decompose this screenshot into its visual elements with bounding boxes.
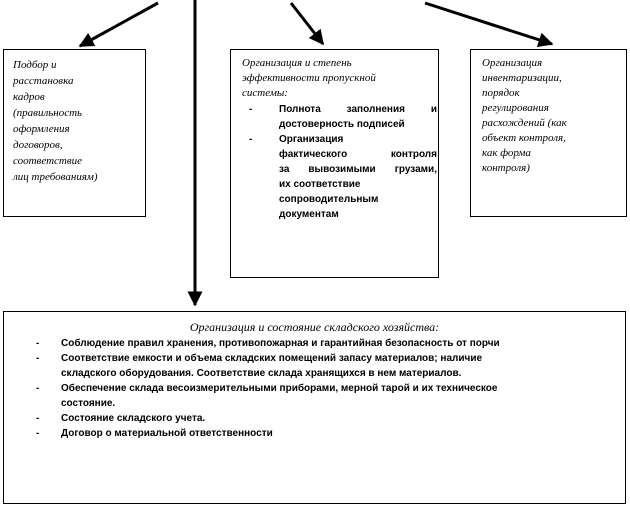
list-dash: - — [36, 428, 40, 439]
list-item — [36, 411, 606, 426]
text-line: порядок — [482, 87, 520, 99]
inventory-text — [482, 56, 622, 176]
text-line: Организация — [482, 57, 543, 69]
list-dash: - — [36, 338, 40, 349]
list-dash: - — [36, 353, 40, 364]
text-line: кадров — [13, 91, 45, 103]
text-line: расхождений (как — [482, 117, 567, 129]
text-line: эффективности пропускной — [242, 72, 376, 84]
text-line: достоверность подписей — [279, 119, 405, 130]
text-line: Соблюдение правил хранения, противопожарная и гарантийная безопасность от порчи — [61, 338, 500, 349]
list-item — [36, 351, 606, 381]
text-line: Подбор и — [13, 59, 57, 71]
throughput-system-title — [242, 56, 434, 101]
text-line: Соответствие емкости и объема складских помещений запасу материалов; наличие — [61, 353, 483, 364]
arrow-to-staff-box — [80, 3, 158, 46]
inventory-box — [470, 49, 627, 217]
text-line: регулирования — [482, 102, 549, 114]
text-line: документам — [279, 209, 339, 220]
list-item — [36, 336, 606, 351]
throughput-system-box — [230, 49, 439, 278]
list-dash: - — [36, 413, 40, 424]
text-line: как форма — [482, 147, 531, 159]
text-line: их соответствие — [279, 179, 361, 190]
text-line: складского оборудования. Соответствие склада хранящихся в нем материалов. — [61, 368, 462, 379]
arrow-to-inventory-box — [425, 3, 552, 44]
arrow-to-throughput-box — [291, 3, 323, 44]
text-line: сопроводительным — [279, 194, 379, 205]
text-line: оформления — [13, 123, 70, 135]
staff-selection-text — [13, 57, 141, 185]
text-line: фактического контроля — [279, 149, 437, 160]
text-line: лиц требованиям) — [13, 171, 98, 183]
list-item — [36, 381, 606, 411]
list-dash: - — [36, 383, 40, 394]
text-line: договоров, — [13, 139, 63, 151]
list-item — [36, 426, 606, 441]
staff-selection-box — [3, 49, 146, 217]
text-line: Организация — [279, 134, 344, 145]
list-item — [249, 102, 437, 132]
warehouse-box — [3, 311, 626, 504]
text-line: Организация и степень — [242, 57, 352, 69]
text-line: системы: — [242, 87, 288, 99]
text-line: контроля) — [482, 162, 530, 174]
text-line: за вывозимыми грузами, — [279, 164, 437, 175]
text-line: Договор о материальной ответственности — [61, 428, 273, 439]
text-line: инвентаризации, — [482, 72, 562, 84]
warehouse-list — [36, 336, 606, 441]
list-dash: - — [249, 134, 253, 145]
text-line: (правильность — [13, 107, 83, 119]
text-line: Состояние складского учета. — [61, 413, 206, 424]
list-dash: - — [249, 104, 253, 115]
text-line: состояние. — [61, 398, 116, 409]
list-item — [249, 132, 437, 222]
text-line: расстановка — [13, 75, 74, 87]
text-line: объект контроля, — [482, 132, 566, 144]
text-line: соответствие — [13, 155, 82, 167]
text-line: Обеспечение склада весоизмерительными приборами, мерной тарой и их техническое — [61, 383, 498, 394]
throughput-system-list — [249, 102, 437, 222]
warehouse-title: Организация и состояние складского хозяйства: — [189, 320, 440, 334]
text-line: Полнота заполнения и — [279, 104, 437, 115]
